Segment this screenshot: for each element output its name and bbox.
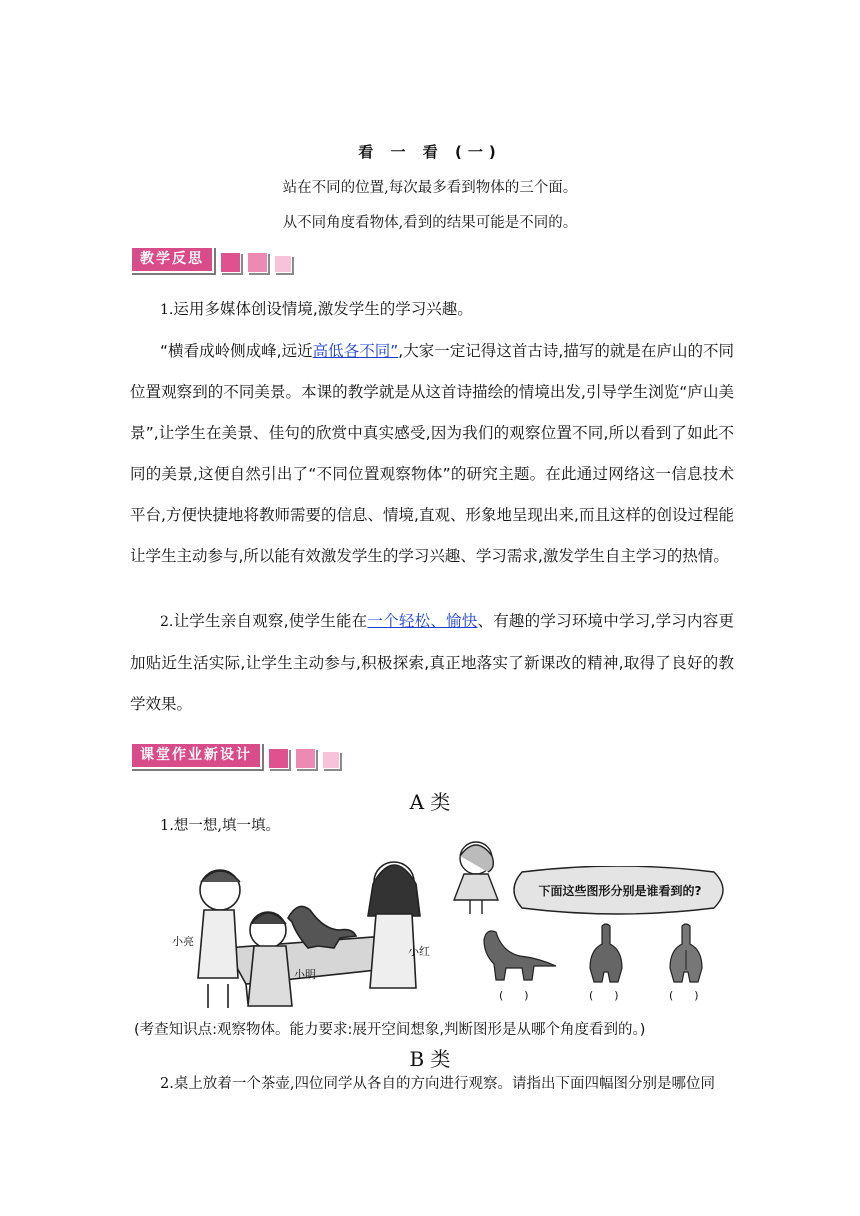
header-square-2 bbox=[247, 252, 268, 273]
header-square-1 bbox=[220, 252, 241, 273]
paragraph-text: ,大家一定记得这首古诗,描写的就是在庐山的不同位置观察到的不同美景。本课的教学就是从这首诗描绘的情境出发,引导学生浏览“庐山美景”,让学生在美景、佳句的欣赏中真实感受,因为我们的观察位置不同,所以看到了如此不同的美景,这便自然引出了“不同位置观察物体”的研究主题。在此通过网络这一信息技术平台,方便快捷地将教师需要的信息、情境,直观、形象地呈现出来,而且这样的创设过程能让学生主动参与,所以能有效激发学生的学习兴趣、学习需求,激发学生自主学习的热情。 bbox=[130, 342, 735, 565]
reflection-point-2 bbox=[130, 601, 734, 725]
question-1: 1.想一想,填一填。 bbox=[160, 818, 280, 834]
label-xiaoming: 小明 bbox=[294, 968, 316, 981]
reflection-section-header bbox=[130, 249, 292, 273]
label-xiaoliang: 小亮 bbox=[172, 935, 194, 948]
header-square-2 bbox=[295, 748, 316, 769]
reflection-point-1 bbox=[130, 289, 734, 331]
label-xiaohong: 小红 bbox=[408, 945, 430, 958]
header-square-1 bbox=[268, 748, 289, 769]
reflection-header-label: 教学反思 bbox=[130, 246, 214, 273]
answer-blank-3[interactable]: ( ) bbox=[669, 989, 699, 1002]
paragraph-text: 让学生亲自观察,使学生能在 bbox=[173, 612, 368, 630]
answer-blank-2[interactable]: ( ) bbox=[589, 989, 619, 1002]
paragraph-text: “横看成岭侧成峰,远近 bbox=[160, 342, 313, 360]
reflection-paragraph-2 bbox=[130, 331, 734, 577]
point-text: 运用多媒体创设情境,激发学生的学习兴趣。 bbox=[173, 300, 473, 318]
environment-link[interactable]: 一个轻松、愉快 bbox=[367, 612, 478, 630]
summary-line-2: 从不同角度看物体,看到的结果可能是不同的。 bbox=[282, 215, 578, 231]
poem-link[interactable]: 高低各不同” bbox=[312, 342, 399, 360]
class-b-heading: B 类 bbox=[409, 1047, 451, 1071]
paragraph-text: 、有趣的学习环境中学习,学习内容更加贴近生活实际,让学生主动参与,积极探索,真正地落实了新课改的精神,取得了良好的教学效果。 bbox=[130, 612, 734, 713]
children-observing-illustration bbox=[168, 838, 438, 1010]
header-square-3 bbox=[274, 255, 292, 273]
bubble-text: 下面这些图形分别是谁看到的? bbox=[538, 884, 702, 898]
dinosaur-side-view-icon bbox=[476, 922, 560, 984]
header-square-3 bbox=[322, 751, 340, 769]
homework-section-header bbox=[130, 745, 340, 769]
dinosaur-front-view-icon bbox=[586, 922, 626, 984]
answer-blank-1[interactable]: ( ) bbox=[499, 989, 529, 1002]
point-number: 1. bbox=[160, 302, 174, 318]
homework-header-label: 课堂作业新设计 bbox=[130, 742, 262, 769]
class-a-heading: A 类 bbox=[409, 790, 451, 814]
dinosaur-back-view-icon bbox=[666, 922, 706, 984]
summary-line-1: 站在不同的位置,每次最多看到物体的三个面。 bbox=[282, 180, 578, 196]
point-number: 2. bbox=[160, 614, 174, 630]
knowledge-note: (考查知识点:观察物体。能力要求:展开空间想象,判断图形是从哪个角度看到的。) bbox=[134, 1022, 646, 1038]
summary-title: 看 一 看 (一) bbox=[358, 143, 502, 161]
question-2: 2.桌上放着一个茶壶,四位同学从各自的方向进行观察。请指出下面四幅图分别是哪位同 bbox=[160, 1076, 715, 1092]
